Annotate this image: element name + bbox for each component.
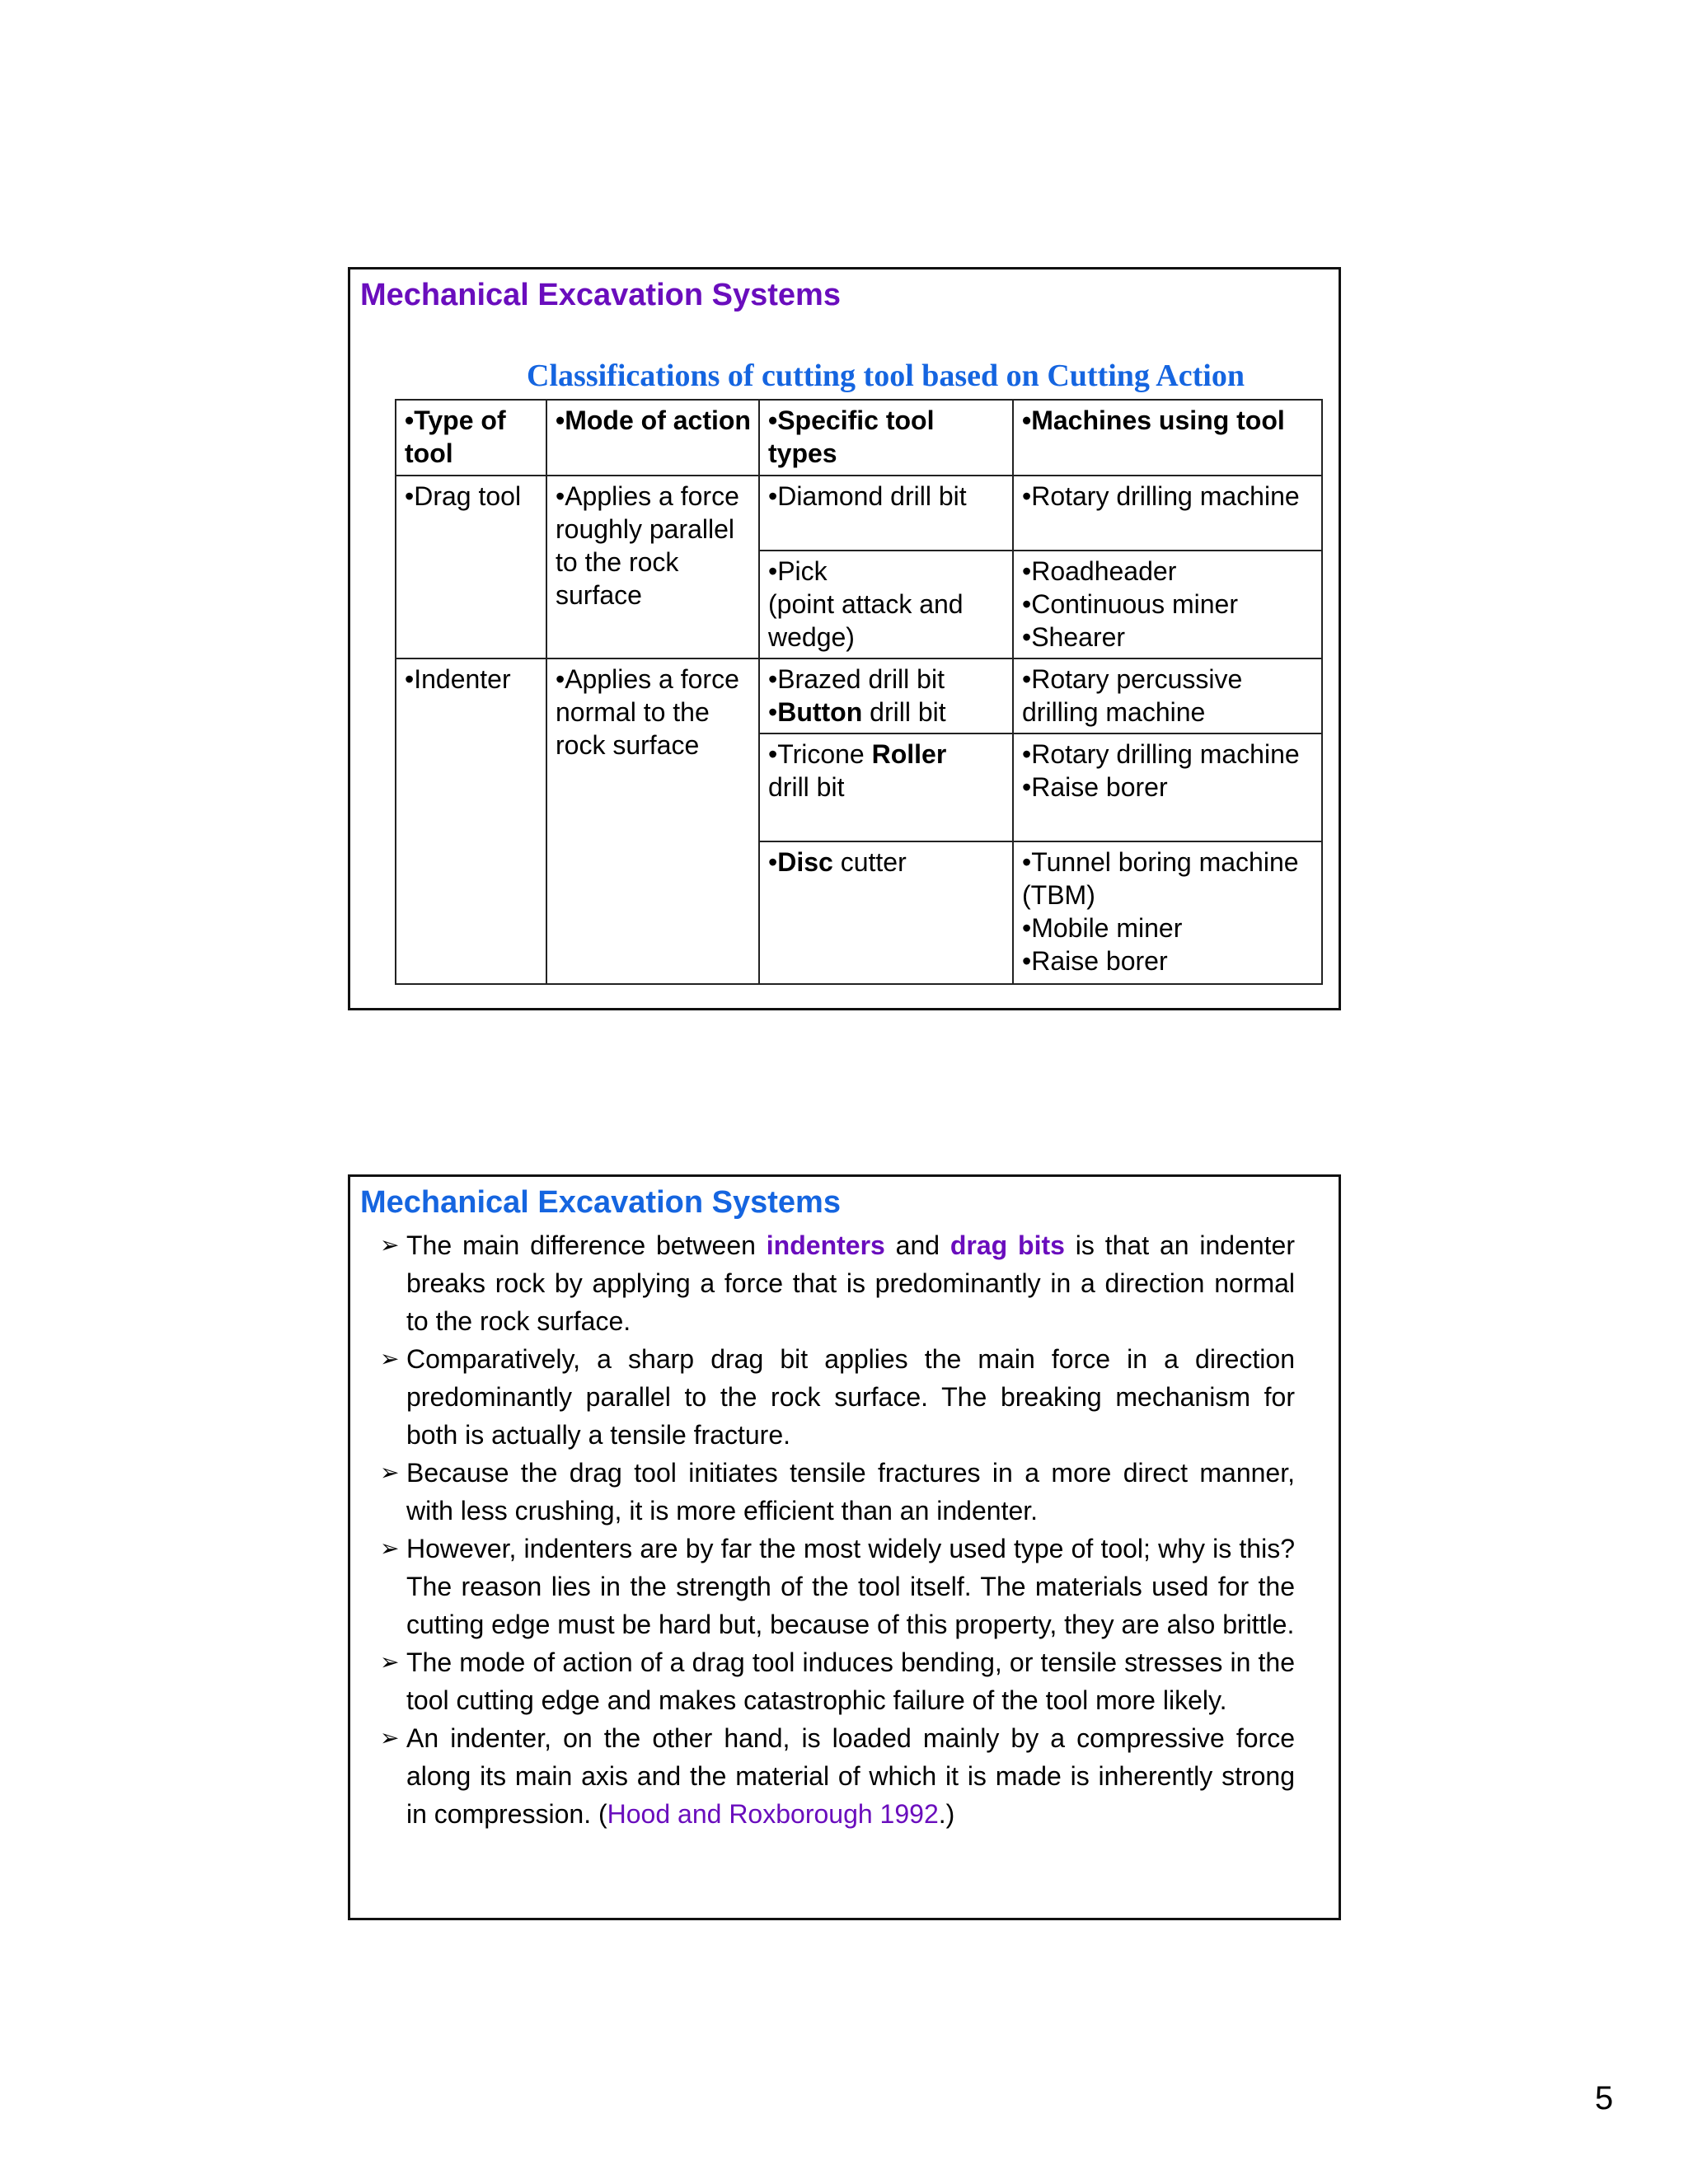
cell-roller-machines [1013,733,1322,841]
machine-tbm: •Tunnel boring machine (TBM) [1022,847,1299,910]
header-mode-of-action: •Mode of action [546,400,759,476]
tricone-roller-line [768,738,1006,771]
bullet-list [380,1226,1295,1833]
brazed-drill-bit: •Brazed drill bit [768,664,945,694]
machine-mobile-miner: •Mobile miner [1022,913,1183,943]
bullet: • [768,847,778,877]
table-header-row [396,400,1322,476]
term-rest: cutter [832,847,907,877]
header-machines-using-tool: •Machines using tool [1013,400,1322,476]
cell-pick [759,551,1013,658]
table-row [396,658,1322,733]
citation: Hood and Roxborough 1992 [607,1799,939,1829]
bold-term: Disc [777,847,833,877]
text: An indenter, on the other hand, is loaded mainly by a compressive force along its main axis and the material of which it is made is inherently strong in compression. ( [406,1723,1295,1829]
cell-pick-machines [1013,551,1322,658]
text: Because the drag tool initiates tensile fractures in a more direct manner, with less crushing, it is more efficient than an indenter. [406,1458,1295,1526]
highlight-indenters: indenters [766,1230,885,1260]
cell-indenter-mode: •Applies a force normal to the rock surface [546,658,759,984]
button-drill-bit [768,696,1006,729]
slide-indenter-vs-drag [348,1174,1341,1920]
arrow-bullet-icon: ➢ [380,1231,400,1258]
bullet: • [768,697,778,727]
slide-title: Mechanical Excavation Systems [360,1185,841,1220]
machine-shearer: •Shearer [1022,622,1126,652]
text: However, indenters are by far the most widely used type of tool; why is this? The reason lies in the strength of the tool itself. The materials used for the cutting edge must be hard but, because of this property, they are also brittle. [406,1534,1295,1639]
machine-continuous-miner: •Continuous miner [1022,589,1238,619]
text: .) [938,1799,955,1829]
cell-rotary-drilling-machine: •Rotary drilling machine [1013,476,1322,551]
list-item [380,1530,1295,1643]
header-type-of-tool: •Type of tool [396,400,546,476]
cutting-tool-table [395,399,1323,985]
cell-disc-machines [1013,841,1322,984]
arrow-bullet-icon: ➢ [380,1345,400,1372]
slide-title: Mechanical Excavation Systems [360,278,841,312]
term-prefix: •Tricone [768,739,872,769]
bold-term: Button [777,697,863,727]
cell-rotary-percussive: •Rotary percussive drilling machine [1013,658,1322,733]
pick-variants: (point attack and wedge) [768,589,964,652]
cell-drag-mode: •Applies a force roughly parallel to the rock surface [546,476,759,658]
text: The main difference between [406,1230,767,1260]
machine-raise-borer: •Raise borer [1022,946,1168,976]
arrow-bullet-icon: ➢ [380,1724,400,1751]
pick-label: •Pick [768,556,828,586]
table-row [396,476,1322,551]
list-item [380,1719,1295,1833]
text: The mode of action of a drag tool induces bending, or tensile stresses in the tool cutting edge and makes catastrophic failure of the tool more likely. [406,1647,1295,1715]
term-suffix: drill bit [768,772,845,802]
bold-term: Roller [871,739,947,769]
cell-disc-cutter [759,841,1013,984]
list-item [380,1454,1295,1530]
term-rest: drill bit [862,697,946,727]
text: and [884,1230,950,1260]
table-caption: Classifications of cutting tool based on Cutting Action [527,359,1245,393]
machine-roadheader: •Roadheader [1022,556,1177,586]
cell-drag-tool: •Drag tool [396,476,546,658]
machine-raise-borer: •Raise borer [1022,772,1168,802]
text: Comparatively, a sharp drag bit applies the main force in a direction predominantly parallel to the rock surface. The breaking mechanism for both is actually a tensile fracture. [406,1344,1295,1450]
arrow-bullet-icon: ➢ [380,1648,400,1675]
cell-drill-bits [759,658,1013,733]
text: is that an indenter breaks rock by applying a force that is predominantly in a direction normal to the rock surface. [406,1230,1296,1336]
page-number: 5 [1595,2080,1614,2116]
slide-classification-table [348,267,1341,1010]
cell-tricone-roller [759,733,1013,841]
list-item [380,1226,1295,1340]
header-specific-tool-types: •Specific tool types [759,400,1013,476]
list-item [380,1340,1295,1454]
disc-cutter-line [768,846,1006,879]
highlight-drag-bits: drag bits [950,1230,1065,1260]
list-item [380,1643,1295,1719]
cell-indenter: •Indenter [396,658,546,984]
cell-diamond-drill-bit: •Diamond drill bit [759,476,1013,551]
arrow-bullet-icon: ➢ [380,1459,400,1486]
machine-rotary-drilling: •Rotary drilling machine [1022,739,1300,769]
arrow-bullet-icon: ➢ [380,1535,400,1562]
